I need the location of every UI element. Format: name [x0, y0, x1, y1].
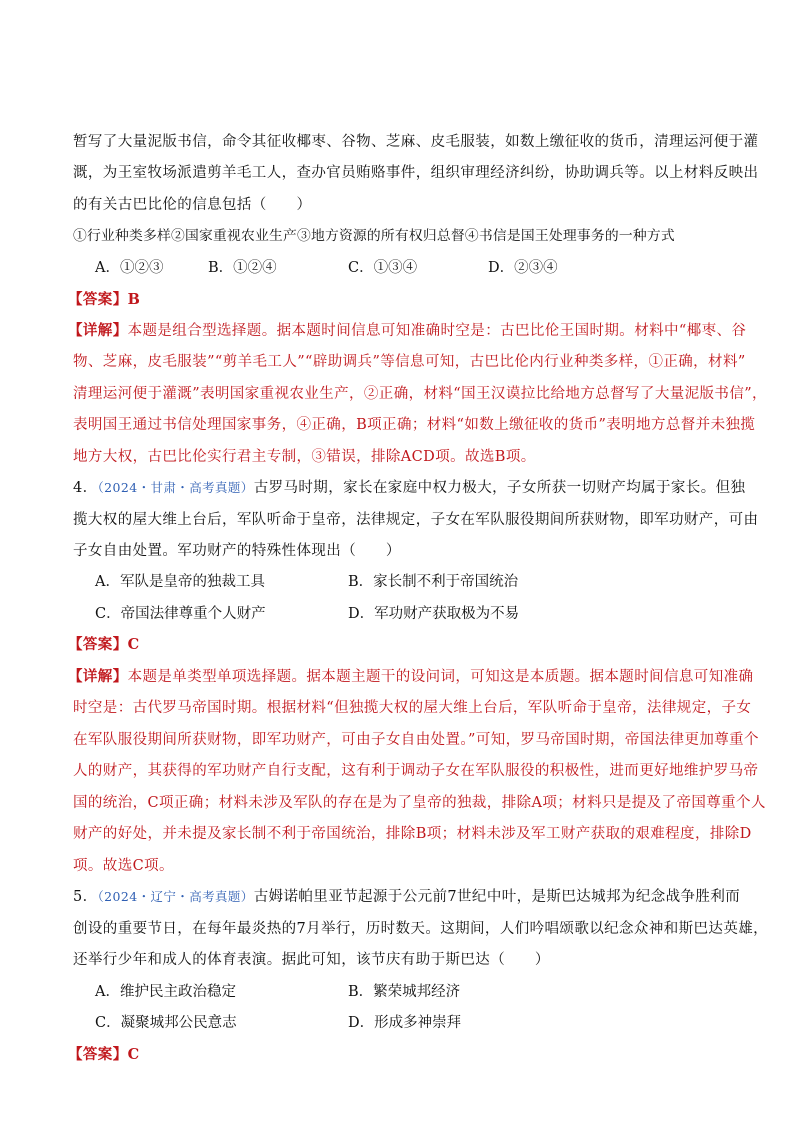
q4-option-a: A．军队是皇帝的独裁工具: [95, 574, 265, 590]
q4-answer: [68, 635, 140, 655]
stem-text: 古罗马时期，家长在家庭中权力极大，子女所获一切财产均属于家长。但独: [253, 480, 746, 496]
q4-detail-line-3: 在军队服役期间所获财物，即军功财产，可由子女自由处置。”可知，罗马帝国时期，帝国法律更加尊重个: [73, 732, 759, 748]
q4-stem-line-3: 子女自由处置。军功财产的特殊性体现出（ ）: [73, 543, 401, 559]
q3-stem-line-2: 溉，为王室牧场派遣剪羊毛工人，查办官员贿赂事件，组织审理经济纠纷，协助调兵等。以上材料反映出: [73, 165, 759, 181]
q3-stem-line-1: 暂写了大量泥版书信，命令其征收椰枣、谷物、芝麻、皮毛服装，如数上缴征收的货币，清理运河便于灌: [73, 134, 759, 150]
question-source: （2024・辽宁・高考真题）: [97, 889, 254, 904]
q5-stem-line-2: 创设的重要节日，在每年最炎热的7月举行，历时数天。这期间，人们吟唱颂歌以纪念众神和斯巴达英雄，: [73, 921, 769, 937]
q3-detail-line-4: 表明国王通过书信处理国家事务，④正确，B项正确；材料“如数上缴征收的货币”表明地方总督并未独揽: [73, 417, 756, 433]
q4-detail-line-7: 项。故选C项。: [73, 858, 174, 874]
detail-text: 本题是单类型单项选择题。据本题主题干的设问词，可知这是本质题。据本题时间信息可知准确: [127, 669, 754, 685]
question-number: 5．: [73, 889, 98, 905]
q5-option-b: B．繁荣城邦经济: [348, 984, 461, 1000]
stem-text: 古姆诺帕里亚节起源于公元前7世纪中叶，是斯巴达城邦为纪念战争胜利而: [253, 889, 741, 905]
q5-option-d: D．形成多神崇拜: [348, 1015, 462, 1031]
q4-option-d: D．军功财产获取极为不易: [348, 606, 520, 622]
q5-option-a: A．维护民主政治稳定: [95, 984, 236, 1000]
detail-text: 本题是组合型选择题。据本题时间信息可知准确时空是：古巴比伦王国时期。材料中“椰枣、谷: [127, 323, 747, 339]
answer-label: 【答案】: [68, 291, 128, 308]
question-source: （2024・甘肃・高考真题）: [97, 480, 254, 495]
answer-value: C: [127, 636, 140, 653]
q4-option-b: B．家长制不利于帝国统治: [348, 574, 519, 590]
answer-label: 【答案】: [68, 1046, 128, 1063]
q5-option-c: C．凝聚城邦公民意志: [95, 1015, 237, 1031]
detail-label: 【详解】: [68, 668, 128, 685]
answer-value: B: [127, 291, 141, 308]
q3-stem-line-3: 的有关古巴比伦的信息包括（ ）: [73, 197, 312, 213]
q5-stem-line-1: [73, 887, 740, 907]
question-number: 4．: [73, 480, 98, 496]
q3-option-a: A．①②③: [95, 260, 164, 276]
q4-detail-line-2: 时空是：古代罗马帝国时期。根据材料“但独揽大权的屋大维上台后，军队听命于皇帝，法律规定，子女: [73, 700, 752, 716]
q3-statements: ①行业种类多样②国家重视农业生产③地方资源的所有权归总督④书信是国王处理事务的一种方式: [73, 228, 675, 244]
q4-detail-line-4: 人的财产，其获得的军功财产自行支配，这有利于调动子女在军队服役的积极性，进而更好地维护罗马帝: [73, 763, 759, 779]
q4-option-c: C．帝国法律尊重个人财产: [95, 606, 266, 622]
q4-stem-line-1: [73, 478, 745, 498]
q3-option-d: D．②③④: [488, 260, 558, 276]
q3-answer: [68, 290, 140, 310]
q4-detail-line-1: [68, 667, 753, 687]
answer-value: C: [127, 1046, 140, 1063]
q3-detail-line-2: 物、芝麻，皮毛服装”“剪羊毛工人”“辟助调兵”等信息可知，古巴比伦内行业种类多样，①正确，材料”: [73, 354, 746, 370]
q3-option-b: B．①②④: [208, 260, 277, 276]
q4-stem-line-2: 揽大权的屋大维上台后，军队听命于皇帝，法律规定，子女在军队服役期间所获财物，即军功财产，可由: [73, 512, 759, 528]
q4-detail-line-6: 财产的好处，并未提及家长制不利于帝国统治，排除B项；材料未涉及军工财产获取的艰难程度，排除D: [73, 826, 752, 842]
answer-label: 【答案】: [68, 636, 128, 653]
q3-detail-line-5: 地方大权，古巴比伦实行君主专制，③错误，排除ACD项。故选B项。: [73, 449, 536, 465]
q3-detail-line-1: [68, 321, 746, 341]
q5-answer: [68, 1045, 140, 1065]
detail-label: 【详解】: [68, 322, 128, 339]
q5-stem-line-3: 还举行少年和成人的体育表演。据此可知，该节庆有助于斯巴达（ ）: [73, 952, 550, 968]
q3-detail-line-3: 清理运河便于灌溉”表明国家重视农业生产，②正确，材料“国王汉谟拉比给地方总督写了大量泥版书信”，: [73, 386, 767, 402]
q3-option-c: C．①③④: [348, 260, 418, 276]
q4-detail-line-5: 国的统治，C项正确；材料未涉及军队的存在是为了皇帝的独裁，排除A项；材料只是提及了帝国尊重个人: [73, 795, 766, 811]
